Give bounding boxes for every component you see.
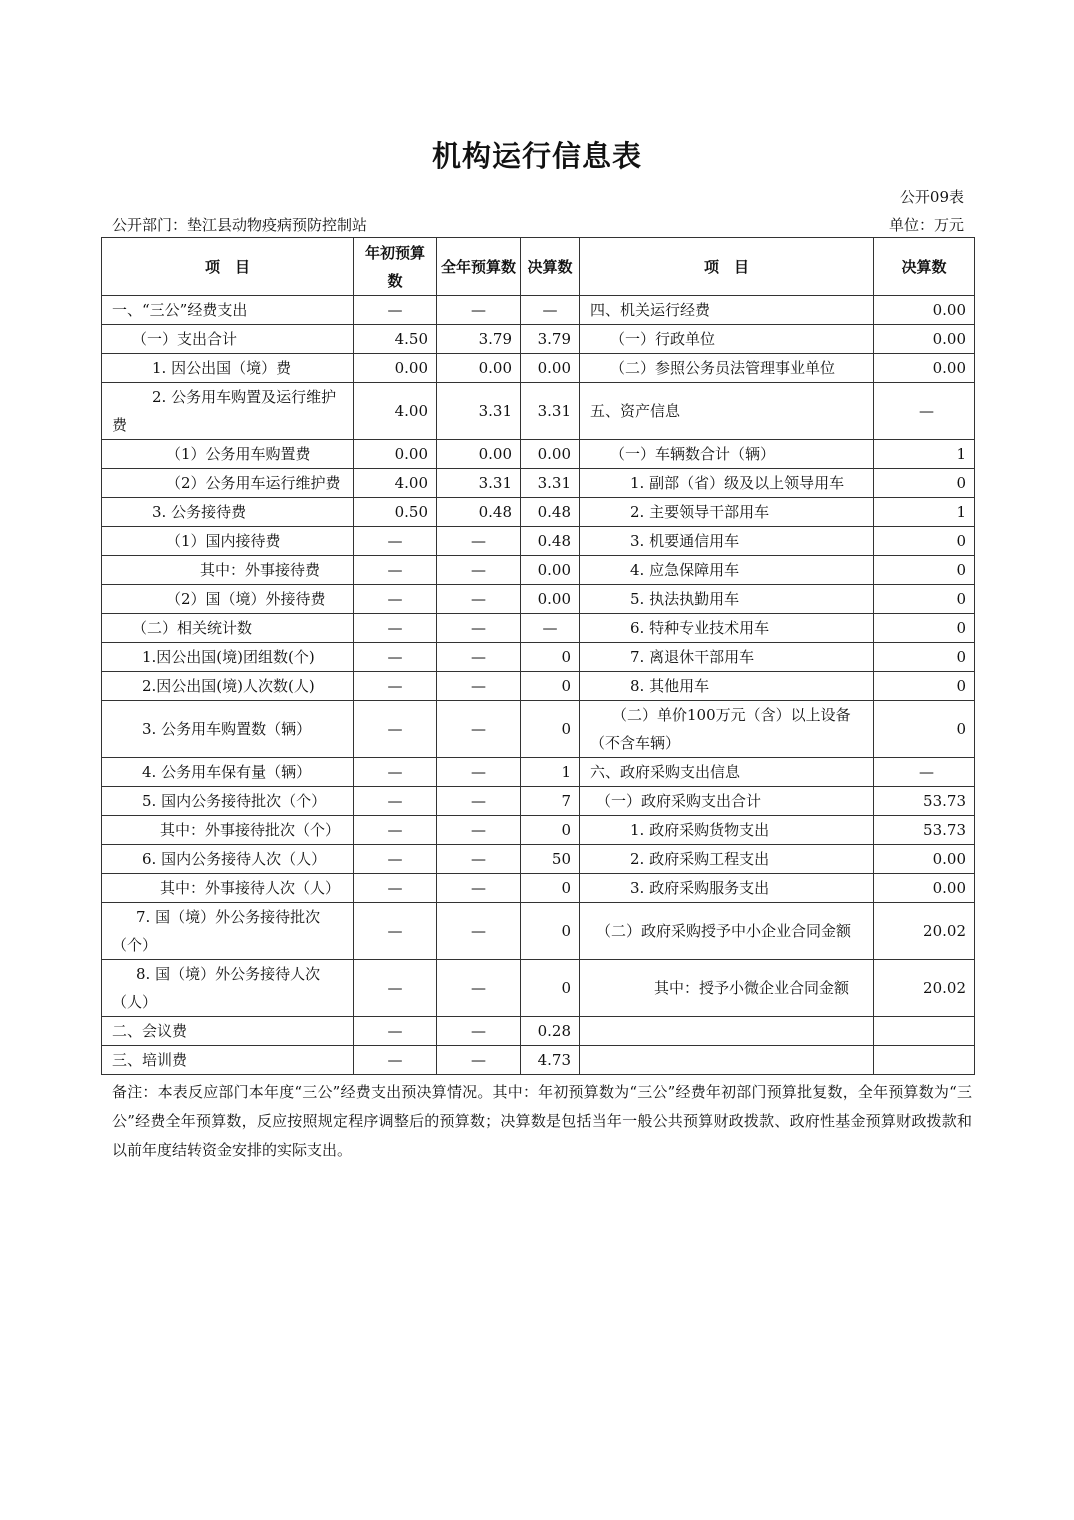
row-right-value: 0 — [874, 585, 975, 614]
row-final-account: 0 — [521, 672, 580, 701]
header-item-left: 项 目 — [102, 238, 354, 296]
table-row — [102, 758, 975, 787]
row-initial-budget: — — [354, 845, 437, 874]
row-right-value: 0 — [874, 527, 975, 556]
row-annual-budget: — — [437, 787, 521, 816]
row-item-right — [580, 1046, 874, 1075]
row-right-value: 0 — [874, 556, 975, 585]
row-right-value: 0.00 — [874, 845, 975, 874]
row-right-value: 0 — [874, 701, 975, 758]
table-row — [102, 1017, 975, 1046]
header-annual-budget: 全年预算数 — [437, 238, 521, 296]
row-annual-budget: 0.00 — [437, 354, 521, 383]
row-item-right: （一）行政单位 — [580, 325, 874, 354]
row-annual-budget: — — [437, 758, 521, 787]
row-final-account: 0.00 — [521, 440, 580, 469]
row-item-right: （二）单价100万元（含）以上设备（不含车辆） — [580, 701, 874, 758]
row-right-value: — — [874, 383, 975, 440]
table-row — [102, 498, 975, 527]
row-annual-budget: — — [437, 296, 521, 325]
row-annual-budget: — — [437, 672, 521, 701]
row-item-right: 2. 主要领导干部用车 — [580, 498, 874, 527]
row-item-left: （2）公务用车运行维护费 — [102, 469, 354, 498]
row-final-account: 0.28 — [521, 1017, 580, 1046]
row-final-account: 4.73 — [521, 1046, 580, 1075]
table-row — [102, 383, 975, 440]
row-right-value — [874, 1017, 975, 1046]
row-initial-budget: 0.00 — [354, 354, 437, 383]
row-item-left: （2）国（境）外接待费 — [102, 585, 354, 614]
table-row — [102, 874, 975, 903]
row-right-value: 1 — [874, 440, 975, 469]
row-item-left: 一、“三公”经费支出 — [102, 296, 354, 325]
row-final-account: — — [521, 614, 580, 643]
row-item-left: 2. 公务用车购置及运行维护费 — [102, 383, 354, 440]
row-item-right: 3. 机要通信用车 — [580, 527, 874, 556]
header-item-right: 项 目 — [580, 238, 874, 296]
table-row — [102, 960, 975, 1017]
row-initial-budget: — — [354, 672, 437, 701]
row-final-account: 0 — [521, 874, 580, 903]
row-initial-budget: 4.00 — [354, 469, 437, 498]
row-initial-budget: — — [354, 758, 437, 787]
row-annual-budget: 3.31 — [437, 469, 521, 498]
table-row — [102, 614, 975, 643]
row-item-right: 6. 特种专业技术用车 — [580, 614, 874, 643]
row-final-account: 3.79 — [521, 325, 580, 354]
row-item-left: 8. 国（境）外公务接待人次（人） — [102, 960, 354, 1017]
row-item-right: （一）车辆数合计（辆） — [580, 440, 874, 469]
row-right-value: 1 — [874, 498, 975, 527]
row-item-right: 1. 副部（省）级及以上领导用车 — [580, 469, 874, 498]
row-item-left: 二、会议费 — [102, 1017, 354, 1046]
row-final-account: 0 — [521, 701, 580, 758]
row-right-value — [874, 1046, 975, 1075]
row-initial-budget: — — [354, 585, 437, 614]
row-initial-budget: — — [354, 296, 437, 325]
header-final-account: 决算数 — [521, 238, 580, 296]
row-final-account: 0 — [521, 903, 580, 960]
row-annual-budget: 3.79 — [437, 325, 521, 354]
row-initial-budget: — — [354, 903, 437, 960]
row-initial-budget: — — [354, 1046, 437, 1075]
row-annual-budget: — — [437, 614, 521, 643]
row-initial-budget: — — [354, 556, 437, 585]
page-title: 机构运行信息表 — [431, 139, 642, 173]
row-item-right: 1. 政府采购货物支出 — [580, 816, 874, 845]
row-final-account: 0.48 — [521, 527, 580, 556]
row-item-right: 五、资产信息 — [580, 383, 874, 440]
table-row — [102, 440, 975, 469]
row-item-left: 3. 公务接待费 — [102, 498, 354, 527]
row-annual-budget: — — [437, 960, 521, 1017]
row-item-left: 其中：外事接待费 — [102, 556, 354, 585]
row-item-left: （1）国内接待费 — [102, 527, 354, 556]
row-final-account: 3.31 — [521, 469, 580, 498]
row-annual-budget: — — [437, 527, 521, 556]
row-right-value: 0 — [874, 469, 975, 498]
row-final-account: 0 — [521, 816, 580, 845]
table-row — [102, 296, 975, 325]
row-annual-budget: — — [437, 701, 521, 758]
table-row — [102, 845, 975, 874]
row-item-left: （一）支出合计 — [102, 325, 354, 354]
row-annual-budget: — — [437, 845, 521, 874]
table-row — [102, 527, 975, 556]
table-row — [102, 556, 975, 585]
row-initial-budget: 0.50 — [354, 498, 437, 527]
row-item-right: 2. 政府采购工程支出 — [580, 845, 874, 874]
row-initial-budget: — — [354, 816, 437, 845]
row-right-value: 0.00 — [874, 874, 975, 903]
table-row — [102, 787, 975, 816]
row-annual-budget: 3.31 — [437, 383, 521, 440]
row-annual-budget: 0.48 — [437, 498, 521, 527]
row-initial-budget: — — [354, 960, 437, 1017]
table-row — [102, 672, 975, 701]
row-annual-budget: — — [437, 1046, 521, 1075]
row-item-left: 1. 因公出国（境）费 — [102, 354, 354, 383]
row-final-account: 0.00 — [521, 354, 580, 383]
row-initial-budget: — — [354, 643, 437, 672]
row-item-left: 4. 公务用车保有量（辆） — [102, 758, 354, 787]
department-label: 公开部门：垫江县动物疫病预防控制站 — [112, 216, 368, 234]
row-initial-budget: 4.50 — [354, 325, 437, 354]
row-final-account: 1 — [521, 758, 580, 787]
row-initial-budget: — — [354, 701, 437, 758]
header-initial-budget: 年初预算数 — [354, 238, 437, 296]
row-initial-budget: — — [354, 787, 437, 816]
table-row — [102, 325, 975, 354]
row-item-right: 四、机关运行经费 — [580, 296, 874, 325]
table-row — [102, 903, 975, 960]
row-right-value: 20.02 — [874, 903, 975, 960]
row-item-right: 7. 离退休干部用车 — [580, 643, 874, 672]
info-table — [101, 237, 975, 1075]
row-item-right: （二）政府采购授予中小企业合同金额 — [580, 903, 874, 960]
table-row — [102, 585, 975, 614]
row-item-left: 7. 国（境）外公务接待批次（个） — [102, 903, 354, 960]
row-right-value: 53.73 — [874, 787, 975, 816]
row-annual-budget: — — [437, 556, 521, 585]
row-final-account: 0 — [521, 960, 580, 1017]
row-initial-budget: 4.00 — [354, 383, 437, 440]
table-row — [102, 701, 975, 758]
row-right-value: 0 — [874, 614, 975, 643]
row-item-right — [580, 1017, 874, 1046]
row-annual-budget: 0.00 — [437, 440, 521, 469]
row-item-left: 6. 国内公务接待人次（人） — [102, 845, 354, 874]
row-initial-budget: — — [354, 614, 437, 643]
row-item-right: （一）政府采购支出合计 — [580, 787, 874, 816]
row-item-left: 其中：外事接待批次（个） — [102, 816, 354, 845]
row-item-right: 4. 应急保障用车 — [580, 556, 874, 585]
row-right-value: 0.00 — [874, 354, 975, 383]
row-final-account: 0.00 — [521, 556, 580, 585]
row-final-account: 0.48 — [521, 498, 580, 527]
row-item-left: 三、培训费 — [102, 1046, 354, 1075]
row-final-account: 50 — [521, 845, 580, 874]
row-initial-budget: — — [354, 874, 437, 903]
row-item-left: 5. 国内公务接待批次（个） — [102, 787, 354, 816]
row-initial-budget: 0.00 — [354, 440, 437, 469]
row-annual-budget: — — [437, 643, 521, 672]
row-right-value: 0.00 — [874, 296, 975, 325]
row-item-right: 六、政府采购支出信息 — [580, 758, 874, 787]
row-initial-budget: — — [354, 527, 437, 556]
table-header-row — [102, 238, 975, 296]
row-item-right: 其中：授予小微企业合同金额 — [580, 960, 874, 1017]
form-number: 公开09表 — [899, 188, 964, 206]
row-right-value: 0 — [874, 672, 975, 701]
row-right-value: — — [874, 758, 975, 787]
row-final-account: 0.00 — [521, 585, 580, 614]
row-right-value: 20.02 — [874, 960, 975, 1017]
header-right-final-account: 决算数 — [874, 238, 975, 296]
row-final-account: 3.31 — [521, 383, 580, 440]
row-initial-budget: — — [354, 1017, 437, 1046]
table-row — [102, 469, 975, 498]
table-row — [102, 816, 975, 845]
row-item-right: 8. 其他用车 — [580, 672, 874, 701]
row-right-value: 53.73 — [874, 816, 975, 845]
row-item-right: 5. 执法执勤用车 — [580, 585, 874, 614]
unit-label: 单位：万元 — [888, 216, 964, 234]
row-annual-budget: — — [437, 874, 521, 903]
table-row — [102, 354, 975, 383]
row-item-left: 3. 公务用车购置数（辆） — [102, 701, 354, 758]
row-item-left: 1.因公出国(境)团组数(个) — [102, 643, 354, 672]
row-final-account: — — [521, 296, 580, 325]
footnote: 备注：本表反应部门本年度“三公”经费支出预决算情况。其中：年初预算数为“三公”经费年初部门预算批复数，全年预算数为“三公”经费全年预算数，反应按照规定程序调整后的预算数；决算数是包括当年一般公共预算财政拨款、政府性基金预算财政拨款和以前年度结转资金安排的实际支出。 — [112, 1083, 972, 1159]
row-final-account: 0 — [521, 643, 580, 672]
row-item-left: 其中：外事接待人次（人） — [102, 874, 354, 903]
row-final-account: 7 — [521, 787, 580, 816]
row-annual-budget: — — [437, 585, 521, 614]
row-right-value: 0.00 — [874, 325, 975, 354]
row-item-left: （二）相关统计数 — [102, 614, 354, 643]
row-right-value: 0 — [874, 643, 975, 672]
row-annual-budget: — — [437, 816, 521, 845]
row-item-left: 2.因公出国(境)人次数(人) — [102, 672, 354, 701]
table-row — [102, 1046, 975, 1075]
row-annual-budget: — — [437, 1017, 521, 1046]
row-item-right: （二）参照公务员法管理事业单位 — [580, 354, 874, 383]
row-item-left: （1）公务用车购置费 — [102, 440, 354, 469]
table-row — [102, 643, 975, 672]
row-annual-budget: — — [437, 903, 521, 960]
row-item-right: 3. 政府采购服务支出 — [580, 874, 874, 903]
